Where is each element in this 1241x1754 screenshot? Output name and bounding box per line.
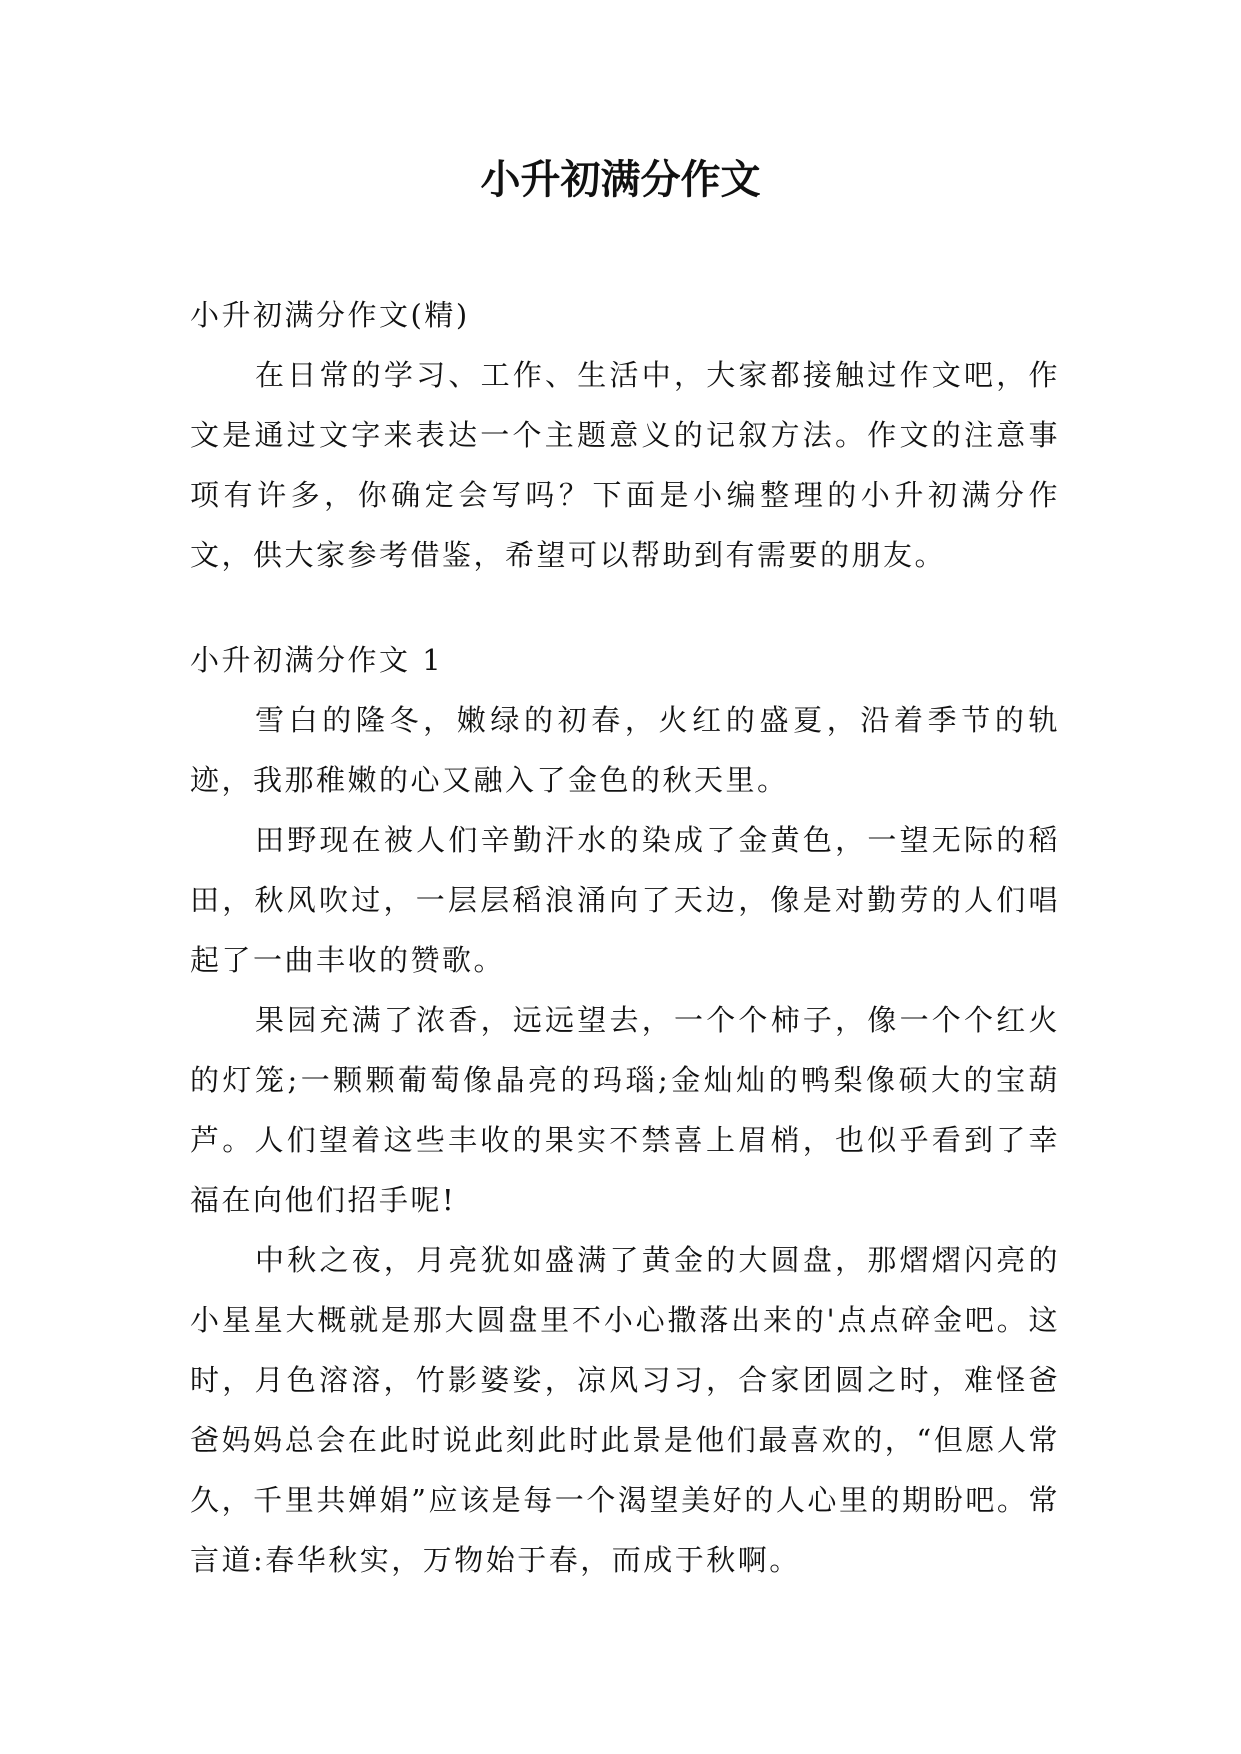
essay-1-heading: 小升初满分作文 1 xyxy=(190,643,444,677)
document-title: 小升初满分作文 xyxy=(480,157,761,203)
intro-section xyxy=(190,285,1060,585)
essay-paragraph: 中秋之夜，月亮犹如盛满了黄金的大圆盘，那熠熠闪亮的小星星大概就是那大圆盘里不小心撒落出来的'点点碎金吧。这时，月色溶溶，竹影婆娑，凉风习习，合家团圆之时，难怪爸爸妈妈总会在此时说此刻此时此景是他们最喜欢的，“但愿人常久，千里共婵娟”应该是每一个渴望美好的人心里的期盼吧。常言道:春华秋实，万物始于春，而成于秋啊。 xyxy=(190,1243,1060,1577)
essay-paragraph: 田野现在被人们辛勤汗水的染成了金黄色，一望无际的稻田，秋风吹过，一层层稻浪涌向了天边，像是对勤劳的人们唱起了一曲丰收的赞歌。 xyxy=(190,823,1060,977)
intro-heading: 小升初满分作文(精) xyxy=(190,298,470,332)
essay-1-section xyxy=(190,630,1060,1590)
essay-paragraph: 果园充满了浓香，远远望去，一个个柿子，像一个个红火的灯笼;一颗颗葡萄像晶亮的玛瑙;金灿灿的鸭梨像硕大的宝葫芦。人们望着这些丰收的果实不禁喜上眉梢，也似乎看到了幸福在向他们招手呢! xyxy=(190,1003,1060,1217)
essay-paragraph: 雪白的隆冬，嫩绿的初春，火红的盛夏，沿着季节的轨迹，我那稚嫩的心又融入了金色的秋天里。 xyxy=(190,703,1060,797)
intro-paragraph: 在日常的学习、工作、生活中，大家都接触过作文吧，作文是通过文字来表达一个主题意义的记叙方法。作文的注意事项有许多，你确定会写吗？下面是小编整理的小升初满分作文，供大家参考借鉴，希望可以帮助到有需要的朋友。 xyxy=(190,358,1060,572)
